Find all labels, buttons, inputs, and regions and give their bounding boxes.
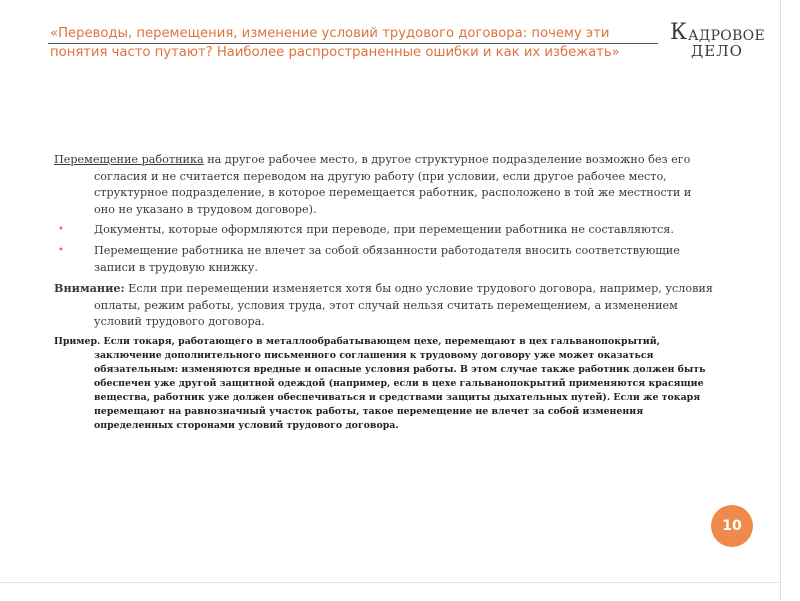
bullet-item-labor-book bbox=[54, 243, 714, 276]
movement-text: на другое рабочее место, в другое структурное подразделение возможно без его согласия и не считается переводом на другую работу (при условии, если другое рабочее место, структурное подразделение, в которое перемещается работник, расположено в той же местности и оно не указано в трудовом договоре). bbox=[94, 153, 692, 216]
bullet-text: Перемещение работника не влечет за собой обязанности работодателя вносить соответствующие записи в трудовую книжку. bbox=[94, 243, 680, 274]
kadrovoe-delo-logo bbox=[666, 20, 765, 62]
slide-body bbox=[54, 152, 714, 442]
movement-lead: Перемещение работника bbox=[54, 153, 204, 166]
bullet-text: Документы, которые оформляются при переводе, при перемещении работника не составляются. bbox=[94, 223, 674, 237]
attention-text: Если при перемещении изменяется хотя бы одно условие трудового договора, например, условия оплаты, режим работы, условия труда, этот случай нельзя считать перемещением, а изменением условий трудового договора. bbox=[94, 282, 713, 329]
logo-text-top: АДРОВОЕ bbox=[688, 28, 765, 44]
logo-text-bottom: ДЕЛО bbox=[691, 42, 743, 60]
slide-title: «Переводы, перемещения, изменение условий трудового договора: почему эти понятия часто путают? Наиболее распространенные ошибки и как их избежать» bbox=[50, 26, 620, 60]
slide-frame-bottom bbox=[0, 582, 780, 601]
page-number-badge: 10 bbox=[711, 505, 753, 547]
bullet-dot-icon: • bbox=[58, 224, 64, 236]
title-underline bbox=[48, 43, 658, 44]
bullet-item-documents bbox=[54, 222, 714, 239]
slide-frame-right bbox=[780, 0, 800, 600]
paragraph-attention bbox=[54, 280, 714, 331]
paragraph-movement bbox=[54, 152, 714, 218]
logo-letter-k: К bbox=[670, 20, 688, 45]
attention-lead: Внимание: bbox=[54, 281, 125, 296]
bullet-dot-icon: • bbox=[58, 244, 64, 256]
paragraph-example: Пример. Если токаря, работающего в металлообрабатывающем цехе, перемещают в цех гальванопокрытий, заключение дополнительного письменного соглашения к трудовому договору уже может оказаться обязательным: изменяются вредные и опасные условия работы. В этом случае также работник должен быть обеспечен уже другой защитной одеждой (например, если в цехе гальванопокрытий применяются красящие вещества, работник уже должен обеспечиваться и средствами защиты дыхательных путей). Если же токаря перемещают на равнозначный участок работы, такое перемещение не влечет за собой изменения определенных сторонами условий трудового договора. bbox=[54, 335, 706, 431]
slide-header bbox=[0, 0, 780, 110]
